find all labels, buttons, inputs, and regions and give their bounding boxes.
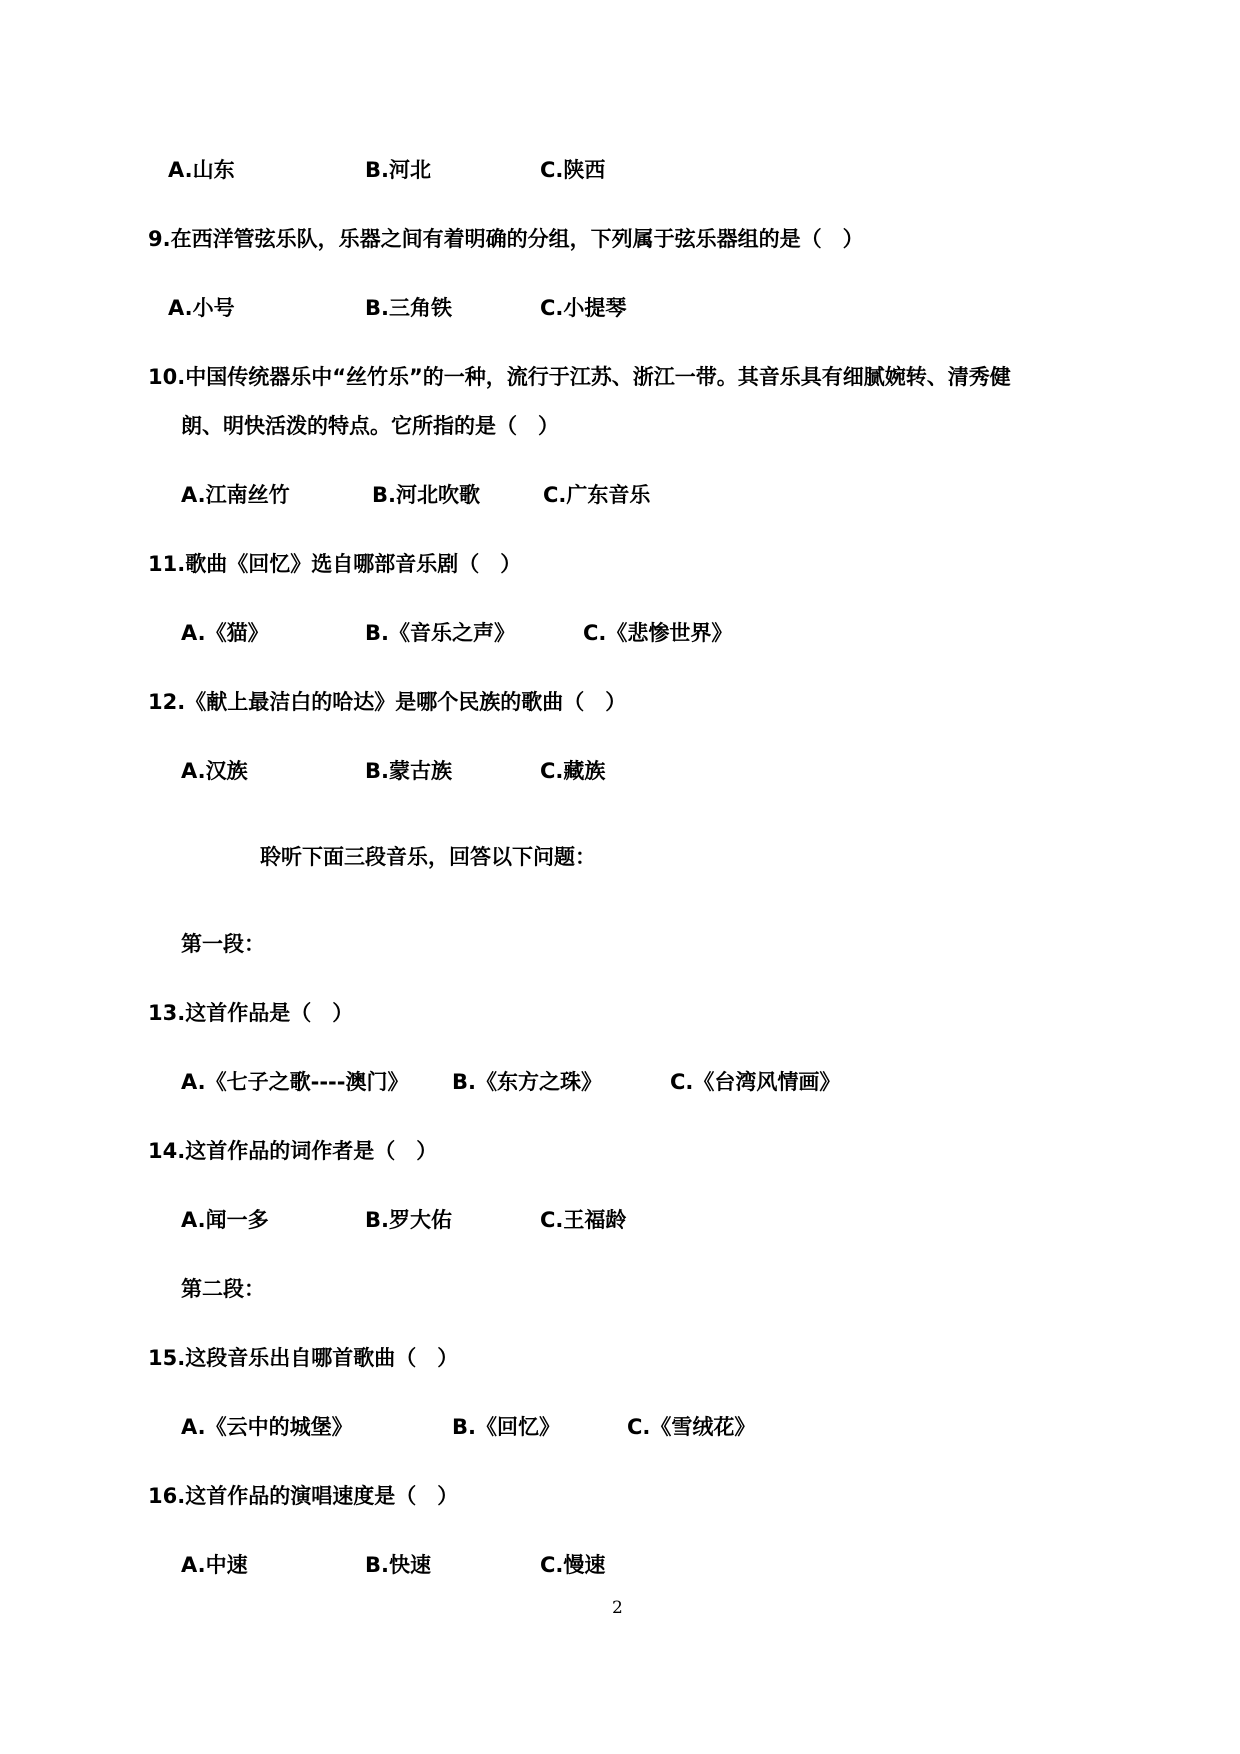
- section-2-label: 第二段：: [181, 1277, 265, 1301]
- question-15-text: 15.这段音乐出自哪首歌曲（ ）: [148, 1346, 459, 1370]
- question-11-text: 11.歌曲《回忆》选自哪部音乐剧（ ）: [148, 552, 522, 576]
- question-16-text: 16.这首作品的演唱速度是（ ）: [148, 1484, 459, 1508]
- q12-option-b: B.蒙古族: [365, 759, 452, 783]
- q11-option-b: B.《音乐之声》: [365, 621, 515, 645]
- q12-option-c: C.藏族: [540, 759, 606, 783]
- q15-option-c: C.《雪绒花》: [627, 1415, 756, 1439]
- q8-option-c: C.陕西: [540, 158, 606, 182]
- question-14-text: 14.这首作品的词作者是（ ）: [148, 1139, 438, 1163]
- q15-option-b: B.《回忆》: [452, 1415, 560, 1439]
- q15-option-a: A.《云中的城堡》: [181, 1415, 353, 1439]
- q9-option-c: C.小提琴: [540, 296, 627, 320]
- q11-option-c: C.《悲惨世界》: [583, 621, 733, 645]
- q8-option-a: A.山东: [168, 158, 235, 182]
- question-12-text: 12.《献上最洁白的哈达》是哪个民族的歌曲（ ）: [148, 690, 627, 714]
- q13-option-c: C.《台湾风情画》: [670, 1070, 841, 1094]
- q10-option-b: B.河北吹歌: [372, 483, 480, 507]
- q13-option-b: B.《东方之珠》: [452, 1070, 602, 1094]
- q13-option-a: A.《七子之歌----澳门》: [181, 1070, 409, 1094]
- q10-option-a: A.江南丝竹: [181, 483, 290, 507]
- q14-option-b: B.罗大佑: [365, 1208, 452, 1232]
- q16-option-c: C.慢速: [540, 1553, 606, 1577]
- q14-option-c: C.王福龄: [540, 1208, 627, 1232]
- question-13-text: 13.这首作品是（ ）: [148, 1001, 354, 1025]
- page-number: 2: [612, 1598, 623, 1618]
- question-10-text-line2: 朗、明快活泼的特点。它所指的是（ ）: [181, 414, 559, 438]
- q10-option-c: C.广东音乐: [543, 483, 651, 507]
- section-1-label: 第一段：: [181, 932, 265, 956]
- q14-option-a: A.闻一多: [181, 1208, 269, 1232]
- q16-option-b: B.快速: [365, 1553, 431, 1577]
- q12-option-a: A.汉族: [181, 759, 248, 783]
- q8-option-b: B.河北: [365, 158, 431, 182]
- q16-option-a: A.中速: [181, 1553, 248, 1577]
- q9-option-b: B.三角铁: [365, 296, 452, 320]
- q11-option-a: A.《猫》: [181, 621, 269, 645]
- question-9-text: 9.在西洋管弦乐队，乐器之间有着明确的分组，下列属于弦乐器组的是（ ）: [148, 227, 864, 251]
- q9-option-a: A.小号: [168, 296, 235, 320]
- question-10-text-line1: 10.中国传统器乐中“丝竹乐”的一种，流行于江苏、浙江一带。其音乐具有细腻婉转、清秀健: [148, 365, 1011, 389]
- listening-instructions: 聆听下面三段音乐，回答以下问题：: [260, 845, 596, 869]
